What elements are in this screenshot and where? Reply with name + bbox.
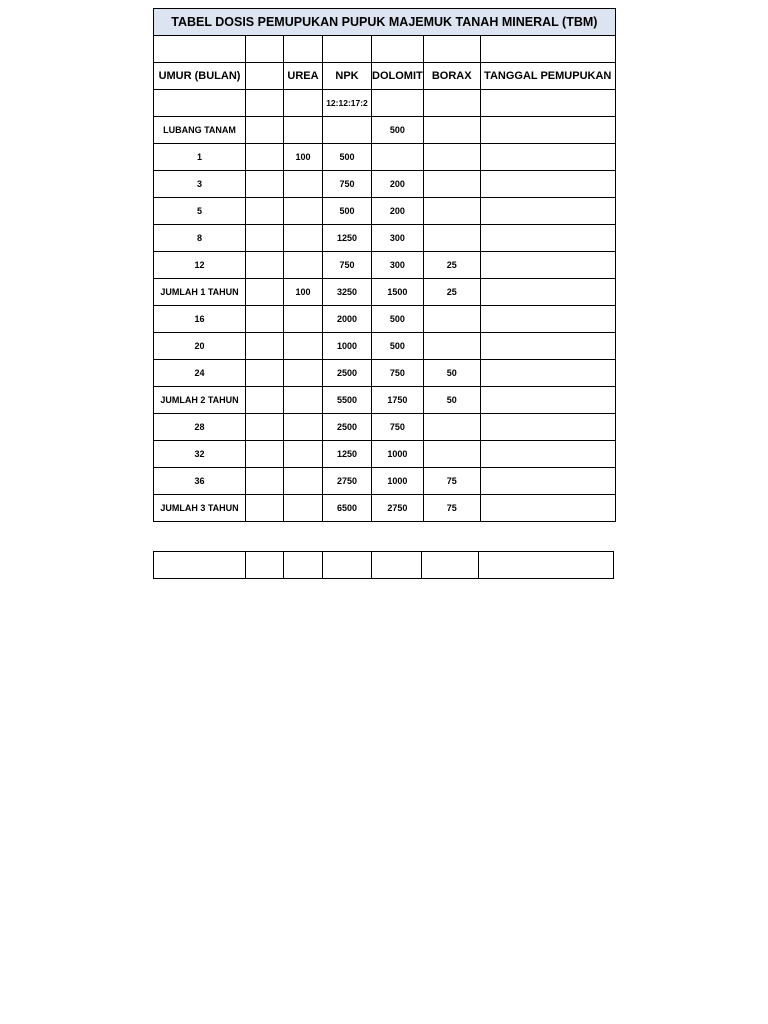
fertilizer-dose-table	[153, 8, 616, 522]
blank-cell	[284, 90, 323, 117]
table-row	[154, 468, 616, 495]
cell-blank	[246, 252, 284, 279]
header-urea: UREA	[284, 63, 323, 90]
cell-npk: 1250	[323, 225, 372, 252]
cell-borax: 25	[423, 252, 480, 279]
cell-borax	[423, 117, 480, 144]
blank-cell	[372, 90, 424, 117]
cell-borax: 75	[423, 468, 480, 495]
cell-blank	[246, 468, 284, 495]
blank-cell	[372, 36, 424, 63]
cell-date	[480, 468, 615, 495]
cell-borax	[423, 414, 480, 441]
cell-age: 28	[154, 414, 246, 441]
cell-blank	[246, 387, 284, 414]
cell-npk: 750	[323, 171, 372, 198]
cell-borax: 50	[423, 360, 480, 387]
table-row	[154, 252, 616, 279]
cell-date	[480, 306, 615, 333]
table-title: TABEL DOSIS PEMUPUKAN PUPUK MAJEMUK TANAH MINERAL (TBM)	[154, 9, 616, 36]
cell-dolomit: 1500	[372, 279, 424, 306]
table-row	[154, 225, 616, 252]
cell-dolomit: 1000	[372, 441, 424, 468]
cell-date	[480, 495, 615, 522]
blank-cell	[480, 90, 615, 117]
cell-age: 3	[154, 171, 246, 198]
cell-dolomit: 500	[372, 306, 424, 333]
blank-cell	[284, 552, 323, 579]
blank-cell	[372, 552, 422, 579]
cell-date	[480, 144, 615, 171]
cell-dolomit	[372, 144, 424, 171]
cell-date	[480, 117, 615, 144]
cell-dolomit: 500	[372, 117, 424, 144]
cell-blank	[246, 171, 284, 198]
cell-urea	[284, 333, 323, 360]
cell-borax	[423, 171, 480, 198]
blank-cell	[154, 552, 246, 579]
table-row	[154, 414, 616, 441]
blank-cell	[246, 90, 284, 117]
cell-date	[480, 387, 615, 414]
blank-cell	[154, 36, 246, 63]
cell-dolomit: 200	[372, 198, 424, 225]
blank-cell	[246, 36, 284, 63]
table-row	[154, 279, 616, 306]
header-borax: BORAX	[423, 63, 480, 90]
cell-age: 16	[154, 306, 246, 333]
cell-blank	[246, 495, 284, 522]
cell-date	[480, 414, 615, 441]
cell-urea	[284, 360, 323, 387]
cell-npk: 1000	[323, 333, 372, 360]
cell-age: 12	[154, 252, 246, 279]
cell-dolomit: 300	[372, 225, 424, 252]
cell-dolomit: 1000	[372, 468, 424, 495]
cell-urea	[284, 387, 323, 414]
cell-age: JUMLAH 1 TAHUN	[154, 279, 246, 306]
cell-urea	[284, 441, 323, 468]
cell-borax	[423, 225, 480, 252]
header-blank	[246, 63, 284, 90]
cell-date	[480, 198, 615, 225]
header-age: UMUR (BULAN)	[154, 63, 246, 90]
cell-npk: 1250	[323, 441, 372, 468]
cell-urea	[284, 198, 323, 225]
cell-urea	[284, 117, 323, 144]
cell-dolomit: 1750	[372, 387, 424, 414]
cell-blank	[246, 360, 284, 387]
blank-cell	[284, 36, 323, 63]
cell-npk: 6500	[323, 495, 372, 522]
cell-age: LUBANG TANAM	[154, 117, 246, 144]
header-row	[154, 63, 616, 90]
cell-urea	[284, 171, 323, 198]
cell-age: 20	[154, 333, 246, 360]
cell-age: 1	[154, 144, 246, 171]
cell-urea	[284, 414, 323, 441]
npk-ratio: 12:12:17:2	[323, 90, 372, 117]
cell-blank	[246, 333, 284, 360]
cell-dolomit: 300	[372, 252, 424, 279]
blank-row	[154, 36, 616, 63]
cell-borax	[423, 306, 480, 333]
cell-borax	[423, 441, 480, 468]
cell-borax	[423, 333, 480, 360]
cell-borax: 50	[423, 387, 480, 414]
table-row	[154, 306, 616, 333]
cell-npk: 5500	[323, 387, 372, 414]
cell-date	[480, 333, 615, 360]
table-row	[154, 441, 616, 468]
blank-cell	[323, 552, 372, 579]
cell-urea	[284, 468, 323, 495]
table-row	[154, 495, 616, 522]
empty-footer-table	[153, 551, 614, 579]
cell-blank	[246, 144, 284, 171]
blank-cell	[479, 552, 614, 579]
table-row	[154, 198, 616, 225]
cell-age: 8	[154, 225, 246, 252]
cell-npk: 500	[323, 198, 372, 225]
cell-npk: 2500	[323, 414, 372, 441]
title-row	[154, 9, 616, 36]
cell-age: 24	[154, 360, 246, 387]
blank-cell	[423, 90, 480, 117]
blank-cell	[480, 36, 615, 63]
cell-date	[480, 441, 615, 468]
cell-npk: 3250	[323, 279, 372, 306]
cell-age: JUMLAH 3 TAHUN	[154, 495, 246, 522]
blank-cell	[422, 552, 479, 579]
cell-borax	[423, 198, 480, 225]
table-row	[154, 360, 616, 387]
cell-urea	[284, 495, 323, 522]
cell-dolomit: 200	[372, 171, 424, 198]
blank-cell	[423, 36, 480, 63]
cell-date	[480, 225, 615, 252]
cell-npk: 750	[323, 252, 372, 279]
header-dolomit: DOLOMIT	[372, 63, 424, 90]
cell-age: 5	[154, 198, 246, 225]
cell-blank	[246, 279, 284, 306]
cell-npk: 2000	[323, 306, 372, 333]
cell-blank	[246, 117, 284, 144]
cell-blank	[246, 225, 284, 252]
cell-age: JUMLAH 2 TAHUN	[154, 387, 246, 414]
blank-cell	[154, 90, 246, 117]
table-row	[154, 387, 616, 414]
blank-cell	[246, 552, 284, 579]
cell-npk: 500	[323, 144, 372, 171]
cell-borax: 75	[423, 495, 480, 522]
header-npk: NPK	[323, 63, 372, 90]
empty-row	[154, 552, 614, 579]
cell-date	[480, 171, 615, 198]
cell-date	[480, 252, 615, 279]
cell-npk	[323, 117, 372, 144]
cell-blank	[246, 441, 284, 468]
cell-urea: 100	[284, 144, 323, 171]
cell-npk: 2500	[323, 360, 372, 387]
npk-ratio-row	[154, 90, 616, 117]
table-row	[154, 144, 616, 171]
cell-borax	[423, 144, 480, 171]
cell-urea	[284, 306, 323, 333]
cell-dolomit: 500	[372, 333, 424, 360]
cell-urea	[284, 225, 323, 252]
cell-urea: 100	[284, 279, 323, 306]
cell-blank	[246, 414, 284, 441]
cell-date	[480, 279, 615, 306]
table-row	[154, 333, 616, 360]
cell-dolomit: 2750	[372, 495, 424, 522]
cell-borax: 25	[423, 279, 480, 306]
cell-blank	[246, 198, 284, 225]
cell-age: 36	[154, 468, 246, 495]
header-date: TANGGAL PEMUPUKAN	[480, 63, 615, 90]
blank-cell	[323, 36, 372, 63]
cell-dolomit: 750	[372, 414, 424, 441]
cell-dolomit: 750	[372, 360, 424, 387]
cell-date	[480, 360, 615, 387]
table-row	[154, 117, 616, 144]
table-row	[154, 171, 616, 198]
cell-npk: 2750	[323, 468, 372, 495]
cell-age: 32	[154, 441, 246, 468]
cell-blank	[246, 306, 284, 333]
cell-urea	[284, 252, 323, 279]
